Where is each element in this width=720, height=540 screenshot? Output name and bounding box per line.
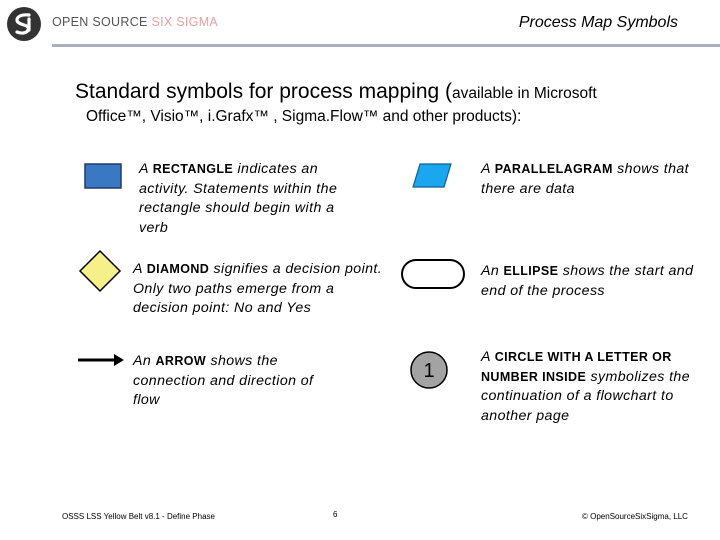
rectangle-description: A RECTANGLE indicates an activity. Statements within the rectangle should begin with a verb (139, 161, 338, 236)
circle-connector-number: 1 (423, 360, 435, 382)
circle-description: A CIRCLE WITH A LETTER OR NUMBER INSIDE symbolizes the continuation of a flowchart to another page (481, 349, 690, 424)
parallelogram-description: A PARALLELAGRAM shows that there are data (481, 161, 690, 197)
header-divider (52, 44, 720, 47)
brand-logo-icon (6, 6, 42, 42)
page-heading: Standard symbols for process mapping (available in Microsoft (75, 80, 597, 103)
ellipse-description: An ELLIPSE shows the start and end of the process (481, 263, 694, 299)
rectangle-symbol-icon (84, 163, 122, 189)
arrow-symbol-icon (76, 352, 126, 368)
brand-name: OPEN SOURCE SIX SIGMA (52, 15, 219, 29)
footer-course-label: OSSS LSS Yellow Belt v8.1 - Define Phase (62, 512, 215, 521)
page-heading-line2: Office™, Visio™, i.Grafx™ , Sigma.Flow™ and other products): (86, 108, 522, 125)
ellipse-symbol-icon (400, 258, 466, 290)
diamond-symbol-icon (78, 249, 122, 293)
slide-title: Process Map Symbols (518, 14, 678, 31)
diamond-description: A DIAMOND signifies a decision point. Only two paths emerge from a decision point: No and Yes (133, 261, 383, 316)
arrow-description: An ARROW shows the connection and direction of flow (133, 353, 314, 408)
circle-connector-icon (409, 350, 449, 390)
footer-copyright: © OpenSourceSixSigma, LLC (582, 512, 688, 521)
parallelogram-symbol-icon (412, 163, 452, 188)
footer-page-number: 6 (333, 510, 338, 519)
